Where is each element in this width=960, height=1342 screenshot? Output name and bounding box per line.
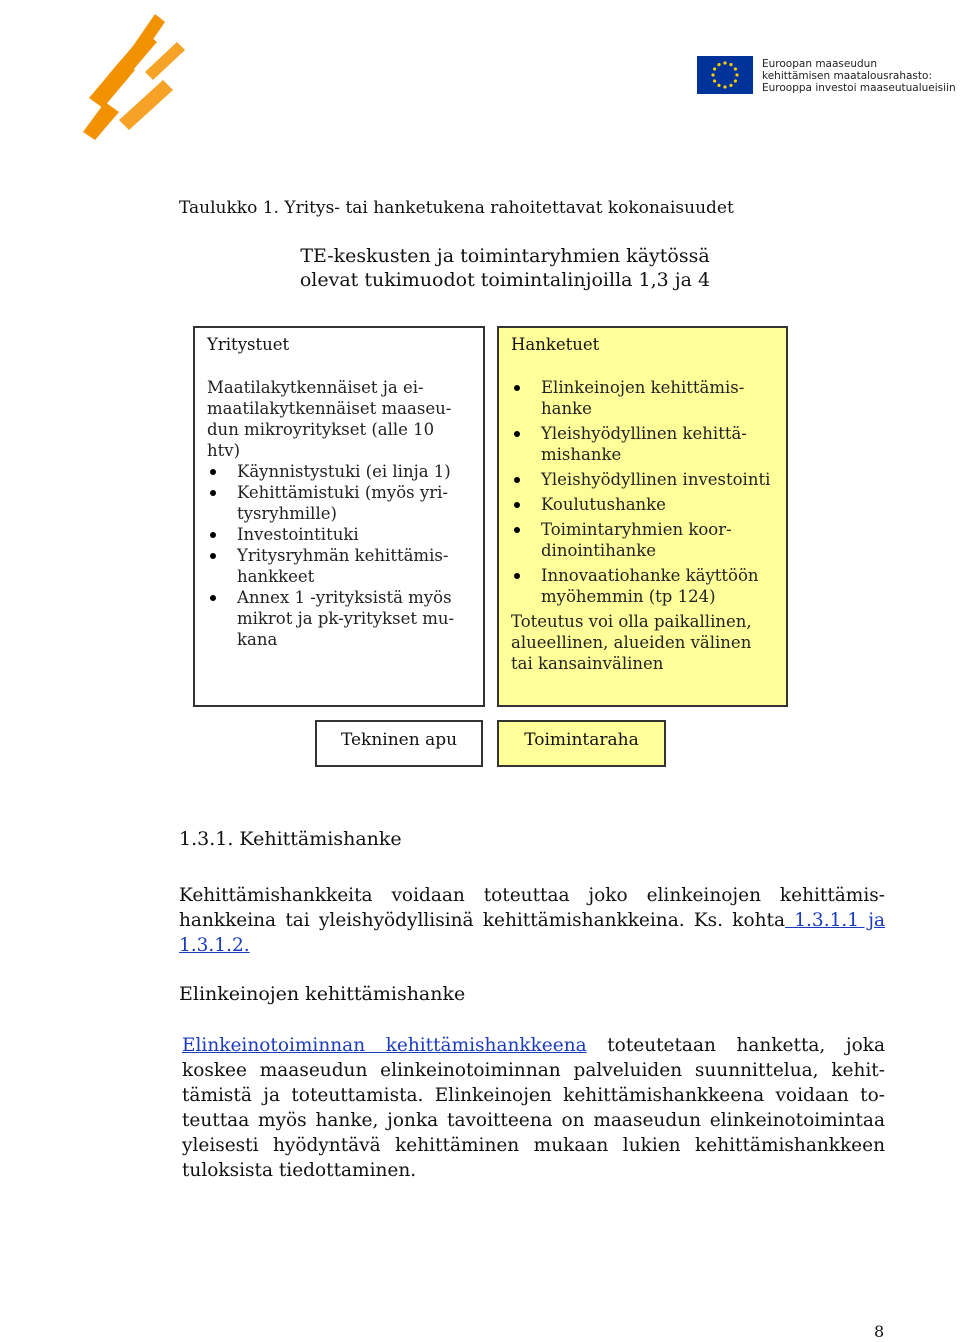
hanketuet-footer: Toteutus voi olla paikallinen, alueellinen, alueiden välinen tai kansainvälinen bbox=[511, 612, 752, 673]
eu-text-line-1: Euroopan maaseudun bbox=[762, 58, 877, 70]
hanketuet-box bbox=[497, 326, 788, 707]
diagram-title-line-1: TE-keskusten ja toimintaryhmien käytössä bbox=[300, 245, 710, 267]
yritystuet-box bbox=[193, 326, 485, 707]
yritystuet-list bbox=[207, 461, 471, 650]
hanketuet-heading: Hanketuet bbox=[511, 335, 600, 354]
list-item: Yleishyödyllinen investointi bbox=[511, 469, 774, 490]
leader-logo bbox=[75, 2, 195, 142]
list-item: Yleishyödyllinen kehittä-mishanke bbox=[511, 423, 774, 465]
diagram-title-line-2: olevat tukimuodot toimintalinjoilla 1,3 ja 4 bbox=[299, 269, 711, 291]
list-item: Yritysryhmän kehittämis-hankkeet bbox=[207, 545, 471, 587]
paragraph-2 bbox=[182, 1033, 885, 1183]
list-item: Investointituki bbox=[207, 524, 471, 545]
table-caption: Taulukko 1. Yritys- tai hanketukena rahoitettavat kokonaisuudet bbox=[179, 198, 734, 218]
tekninen-apu-box: Tekninen apu bbox=[315, 720, 483, 767]
toimintaraha-box: Toimintaraha bbox=[497, 720, 666, 767]
list-item: Käynnistystuki (ei linja 1) bbox=[207, 461, 471, 482]
subsection-heading: Elinkeinojen kehittämishanke bbox=[179, 983, 466, 1005]
list-item: Annex 1 -yrityksistä myös mikrot ja pk-yritykset mu-kana bbox=[207, 587, 471, 650]
eu-text-line-2: kehittämisen maatalousrahasto: bbox=[762, 70, 932, 82]
list-item: Toimintaryhmien koor-dinointihanke bbox=[511, 519, 774, 561]
section-heading: 1.3.1. Kehittämishanke bbox=[179, 828, 402, 850]
yritystuet-heading: Yritystuet bbox=[207, 335, 290, 354]
paragraph-2-text: toteutetaan hanketta, joka koskee maaseudun elinkeinotoiminnan palveluiden suunnittelua, kehit-tämistä ja toteuttamista. Elinkeinojen kehittämishankkeena voidaan to-teuttaa myös hanke, jonka tavoitteena on maaseudun elinkeinotoimintaa yleisesti hyödyntävä kehittäminen mukaan lukien kehittämishankkeen tuloksista tiedottaminen. bbox=[182, 1035, 885, 1181]
eu-text-line-3: Eurooppa investoi maaseutualueisiin bbox=[762, 82, 956, 94]
list-item: Koulutushanke bbox=[511, 494, 774, 515]
page-number: 8 bbox=[874, 1322, 885, 1341]
list-item: Elinkeinojen kehittämis-hanke bbox=[511, 377, 774, 419]
diagram-title bbox=[250, 244, 760, 292]
list-item: Innovaatiohanke käyttöön myöhemmin (tp 124) bbox=[511, 565, 774, 607]
list-item: Kehittämistuki (myös yri-tysryhmille) bbox=[207, 482, 471, 524]
eu-fund-text bbox=[762, 58, 956, 94]
hanketuet-list bbox=[511, 377, 774, 607]
section-reference-link[interactable]: 1.3.1.1 ja 1.3.1.2. bbox=[179, 910, 885, 956]
definition-link[interactable]: Elinkeinotoiminnan kehittämishankkeena bbox=[182, 1035, 587, 1056]
paragraph-1 bbox=[179, 883, 885, 958]
eu-flag-icon bbox=[697, 56, 753, 94]
paragraph-1-text: Kehittämishankkeita voidaan toteuttaa joko elinkeinojen kehittämis-hankkeina tai yleishyödyllisinä kehittämishankkeina. Ks. kohta bbox=[179, 885, 885, 931]
yritystuet-intro: Maatilakytkennäiset ja ei-maatilakytkennäiset maaseu-dun mikroyritykset (alle 10 htv) bbox=[207, 378, 452, 460]
